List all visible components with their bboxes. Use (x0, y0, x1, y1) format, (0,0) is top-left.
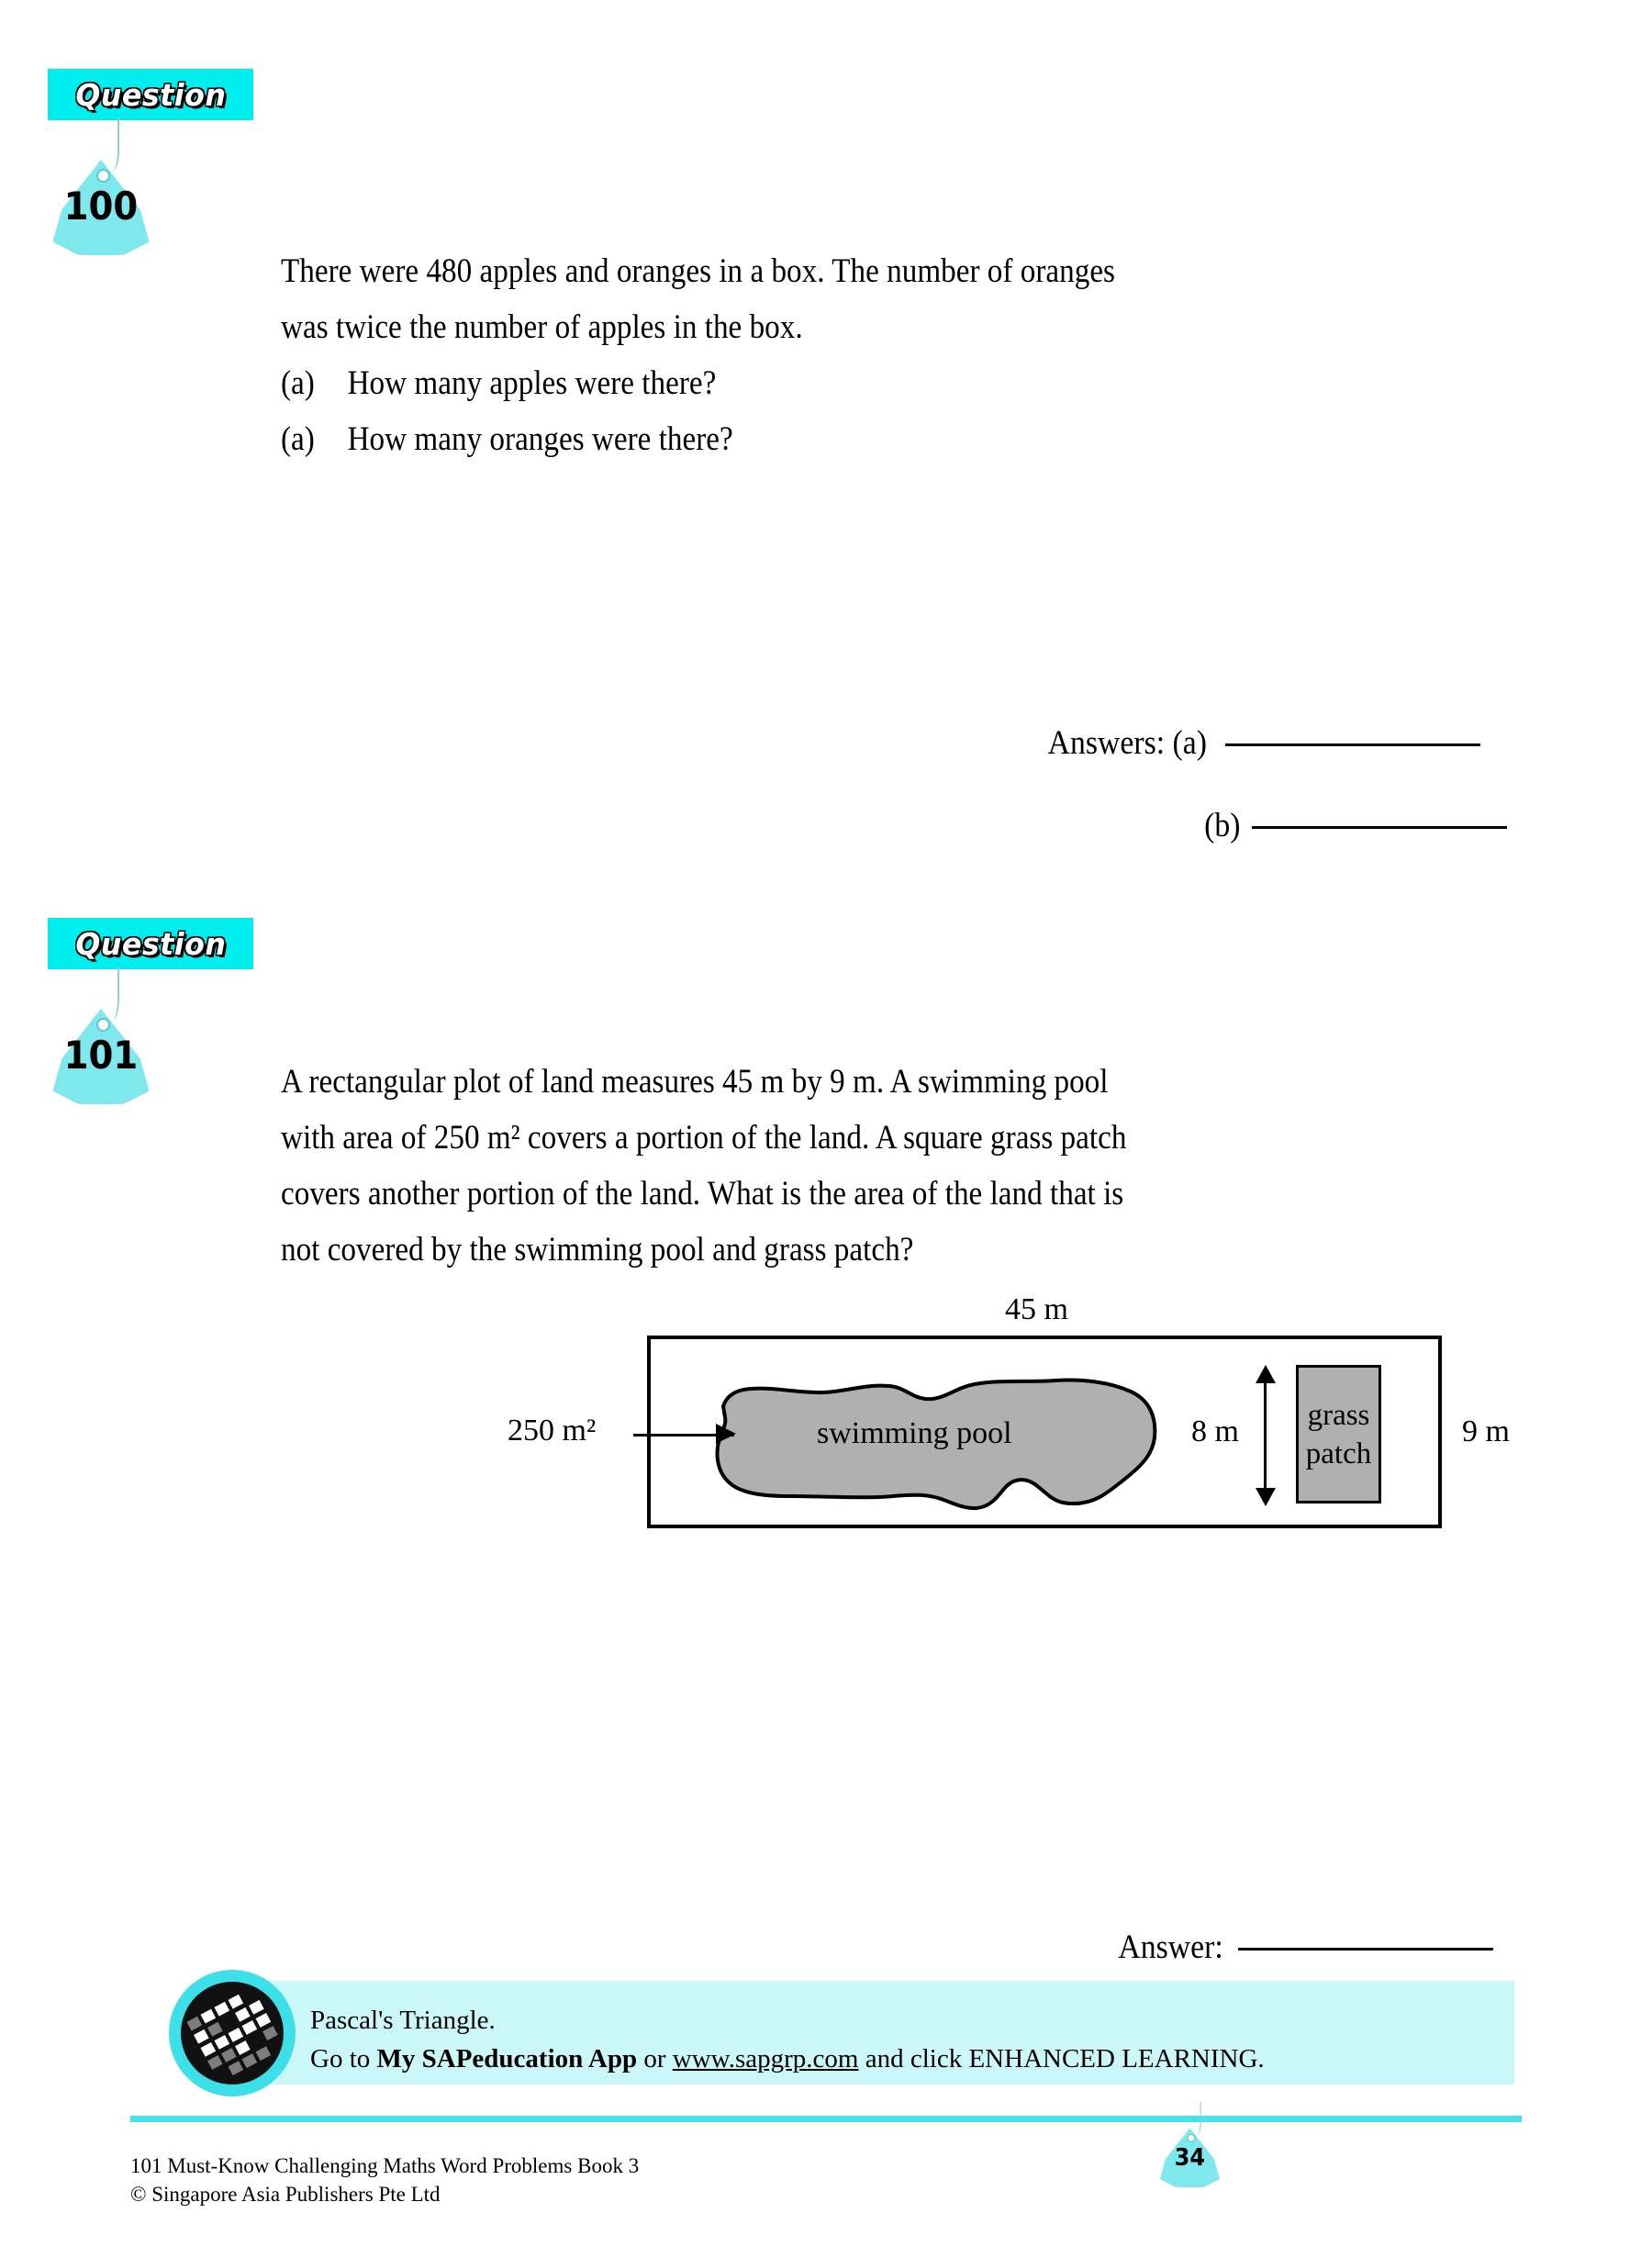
grass-label-line-1: grass (1307, 1398, 1370, 1432)
tag-hole-icon (1187, 2134, 1195, 2142)
page-number-tag (1155, 2102, 1240, 2187)
note-line-2-pre: Go to (310, 2044, 377, 2074)
question-101-line-1: A rectangular plot of land measures 45 m by 9 m. A swimming pool (281, 1063, 1109, 1101)
question-banner-label-101: Question (74, 925, 226, 962)
grass-label-line-2: patch (1305, 1436, 1372, 1470)
answer-a-blank[interactable] (1225, 743, 1480, 746)
dimension-line (1264, 1372, 1267, 1497)
note-line-2-post: and click ENHANCED LEARNING. (858, 2044, 1265, 2074)
note-line-2-mid: or (637, 2044, 673, 2074)
question-number-label-101: 101 (63, 1033, 139, 1078)
tag-hole-icon (96, 169, 110, 183)
part-a-text: How many apples were there? (347, 364, 717, 402)
answers-row-b (1202, 806, 1507, 845)
question-number-label: 100 (63, 184, 139, 229)
answer-b-blank[interactable] (1252, 826, 1507, 829)
footer-book-title: 101 Must-Know Challenging Maths Word Problems Book 3 (130, 2154, 640, 2177)
answers-a-label: Answers: (a) (1047, 724, 1208, 762)
swimming-pool-label: swimming pool (817, 1416, 1012, 1450)
answers-row-a (1039, 723, 1480, 763)
question-100-line-1: There were 480 apples and oranges in a box. The number of oranges (281, 252, 1115, 290)
dimension-arrow-down-icon (1256, 1488, 1276, 1506)
question-number-tag-100 (44, 117, 182, 255)
film-circle-icon-inner (181, 1982, 284, 2085)
diagram-height-label: 9 m (1462, 1414, 1510, 1448)
note-website-link[interactable]: www.sapgrp.com (672, 2044, 859, 2074)
tag-string-icon (103, 967, 119, 1020)
note-app-name: My SAPeducation App (376, 2044, 638, 2074)
question-101-line-4: not covered by the swimming pool and grass patch? (281, 1231, 914, 1269)
tag-string-icon (1191, 2102, 1201, 2135)
part-a-label: (a) (281, 364, 315, 402)
tag-string-icon (103, 117, 119, 171)
footer-divider (130, 2116, 1522, 2122)
question-100-part-a (281, 355, 716, 411)
question-banner-100 (48, 69, 253, 120)
answer-101-label: Answer: (1118, 1928, 1223, 1966)
question-banner-label: Question (74, 76, 226, 113)
grass-patch-shape (1296, 1365, 1381, 1503)
inner-height-label: 8 m (1191, 1414, 1239, 1448)
question-101-line-3: covers another portion of the land. What is the area of the land that is (281, 1175, 1124, 1213)
answer-row-101 (1112, 1928, 1493, 1967)
answers-b-label: (b) (1204, 807, 1241, 844)
answer-101-blank[interactable] (1238, 1948, 1493, 1951)
question-100-part-b (281, 411, 733, 467)
tag-hole-icon (96, 1018, 110, 1032)
note-line-2 (310, 2040, 1265, 2078)
question-101-line-2: with area of 250 m² covers a portion of the land. A square grass patch (281, 1119, 1127, 1157)
pool-callout-arrowhead-icon (716, 1424, 736, 1444)
part-b-text: How many oranges were there? (347, 420, 733, 458)
part-b-label: (a) (281, 420, 315, 458)
note-line-1: Pascal's Triangle. (310, 2006, 496, 2035)
footer-copyright: © Singapore Asia Publishers Pte Ltd (130, 2183, 441, 2206)
page-number-label: 34 (1174, 2142, 1206, 2172)
question-100-line-2: was twice the number of apples in the box. (281, 308, 803, 346)
question-number-tag-101 (44, 967, 182, 1104)
film-circle-icon (169, 1970, 296, 2096)
pool-area-label: 250 m² (508, 1414, 597, 1448)
question-banner-101 (48, 918, 253, 969)
diagram-width-label: 45 m (1005, 1292, 1068, 1326)
